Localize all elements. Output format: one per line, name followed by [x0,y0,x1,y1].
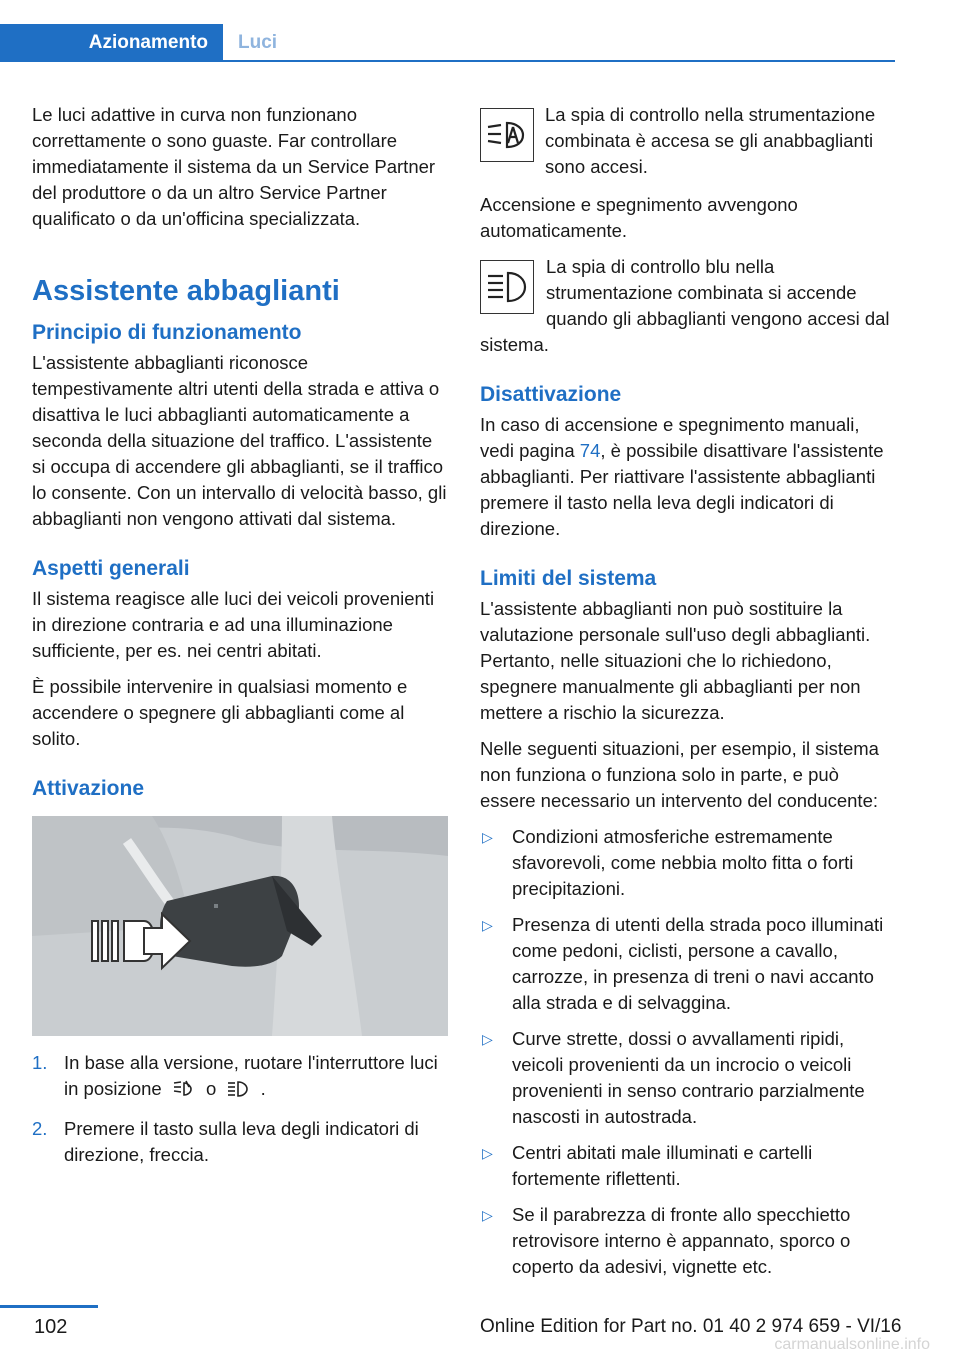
bullet-text: Curve strette, dossi o avvallamenti ripidi, veicoli provenienti da un incrocio o veicoli provenienti in senso contrario parzialmente nascosti in autostrada. [512,1028,865,1127]
aspetti-paragraph-1: Il sistema reagisce alle luci dei veicoli provenienti in direzione contraria e ad una illuminazione sufficiente, per es. nei centri abitati. [32,588,435,661]
activation-steps [32,1050,448,1168]
step-2-text: Premere il tasto sulla leva degli indicatori di direzione, freccia. [64,1118,419,1165]
edition-text: Online Edition for Part no. 01 40 2 974 659 - VI/16 [480,1316,902,1337]
step-number: 2. [32,1118,48,1139]
high-beam-inline-icon [227,1079,249,1106]
limitations-list [480,824,896,1280]
intro-paragraph: Le luci adattive in curva non funzionano correttamente o sono guaste. Far controllare immediatamente il sistema da un Service Partner del produttore o da un altro Service Partner qualificato o da un'officina specializzata. [32,104,436,229]
tab-azionamento[interactable]: Azionamento [0,24,223,62]
list-item [480,1202,896,1280]
disattivazione-heading: Disattivazione [480,383,622,406]
spia-2-text: La spia di controllo blu nella strumentazione combinata si accende quando gli abbaglianti vengono accesi dal sistema. [480,256,890,355]
indicator-row-blue [480,254,896,358]
indicator-row-assist [480,102,896,180]
limiti-paragraph-1: L'assistente abbaglianti non può sostituire la valutazione personale sull'uso degli abbaglianti. Pertanto, nelle situazioni che lo richiedono, spegnere manualmente gli abbaglianti per non mettere a rischio la sicurezza. [480,598,871,723]
tab-luci[interactable]: Luci [238,32,278,53]
principio-heading: Principio di funzionamento [32,321,302,344]
bullet-text: Se il parabrezza di fronte allo specchietto retrovisore interno è appannato, sporco o coperto da adesivi, vignette etc. [512,1204,851,1277]
bullet-text: Centri abitati male illuminati e cartelli fortemente riflettenti. [512,1142,813,1189]
triangle-bullet-icon: ▷ [482,1207,493,1223]
aspetti-heading: Aspetti generali [32,557,190,580]
list-item [32,1116,448,1168]
page-title: Assistente abbaglianti [32,275,340,307]
light-switch-auto-icon [173,1079,195,1106]
list-item [480,824,896,902]
triangle-bullet-icon: ▷ [482,1145,493,1161]
header-divider [223,60,895,62]
limiti-paragraph-2: Nelle seguenti situazioni, per esempio, il sistema non funziona o funziona solo in parte, e può essere necessario un intervento del conducente: [480,738,879,811]
bullet-text: Presenza di utenti della strada poco illuminati come pedoni, ciclisti, persone a cavallo, carrozze, in presenza di treni o navi accanto alla strada e di selvaggina. [512,914,884,1013]
page-link[interactable]: 74 [579,440,601,461]
list-item [480,1140,896,1192]
limiti-heading: Limiti del sistema [480,567,657,590]
bullet-text: Condizioni atmosferiche estremamente sfavorevoli, come nebbia molto fitta o forti precipitazioni. [512,826,854,899]
header-tabs [0,24,895,62]
auto-paragraph: Accensione e spegnimento avvengono automaticamente. [480,194,798,241]
aspetti-paragraph-2: È possibile intervenire in qualsiasi momento e accendere o spegnere gli abbaglianti come al solito. [32,676,408,749]
left-column [32,102,448,1178]
step-number: 1. [32,1052,48,1073]
triangle-bullet-icon: ▷ [482,1031,493,1047]
watermark: carmanualsonline.info [774,1336,930,1353]
step-1-or: o [205,1078,217,1099]
right-column [480,102,896,1290]
spia-1-text: La spia di controllo nella strumentazione combinata è accesa se gli anabbaglianti sono accesi. [545,104,876,177]
list-item [480,912,896,1016]
footer-divider [0,1305,98,1308]
step-1-text: In base alla versione, ruotare l'interruttore luci in posizione [64,1052,438,1099]
high-beam-icon [480,260,534,314]
triangle-bullet-icon: ▷ [482,917,493,933]
list-item [32,1050,448,1106]
step-1-end: . [260,1078,266,1099]
disattivazione-paragraph [480,412,896,542]
principio-paragraph: L'assistente abbaglianti riconosce tempestivamente altri utenti della strada e attiva o disattiva le luci abbaglianti automaticamente a seconda della situazione del traffico. L'assistente si occupa di accendere gli abbaglianti, se il traffico lo consente. Con un intervallo di velocità basso, gli abbaglianti non vengono attivati dal sistema. [32,352,447,529]
turn-signal-lever-illustration [32,816,448,1036]
page-number: 102 [34,1316,68,1338]
attivazione-heading: Attivazione [32,777,145,800]
triangle-bullet-icon: ▷ [482,829,493,845]
high-beam-assist-icon [480,108,534,162]
disatt-text-post: , è possibile disattivare l'assistente abbaglianti. Per riattivare l'assistente abbaglianti premere il tasto nella leva degli indicatori di direzione. [480,440,884,539]
disatt-text-pre: In caso di accensione e spegnimento manuali, vedi pagina [480,414,860,461]
list-item [480,1026,896,1130]
